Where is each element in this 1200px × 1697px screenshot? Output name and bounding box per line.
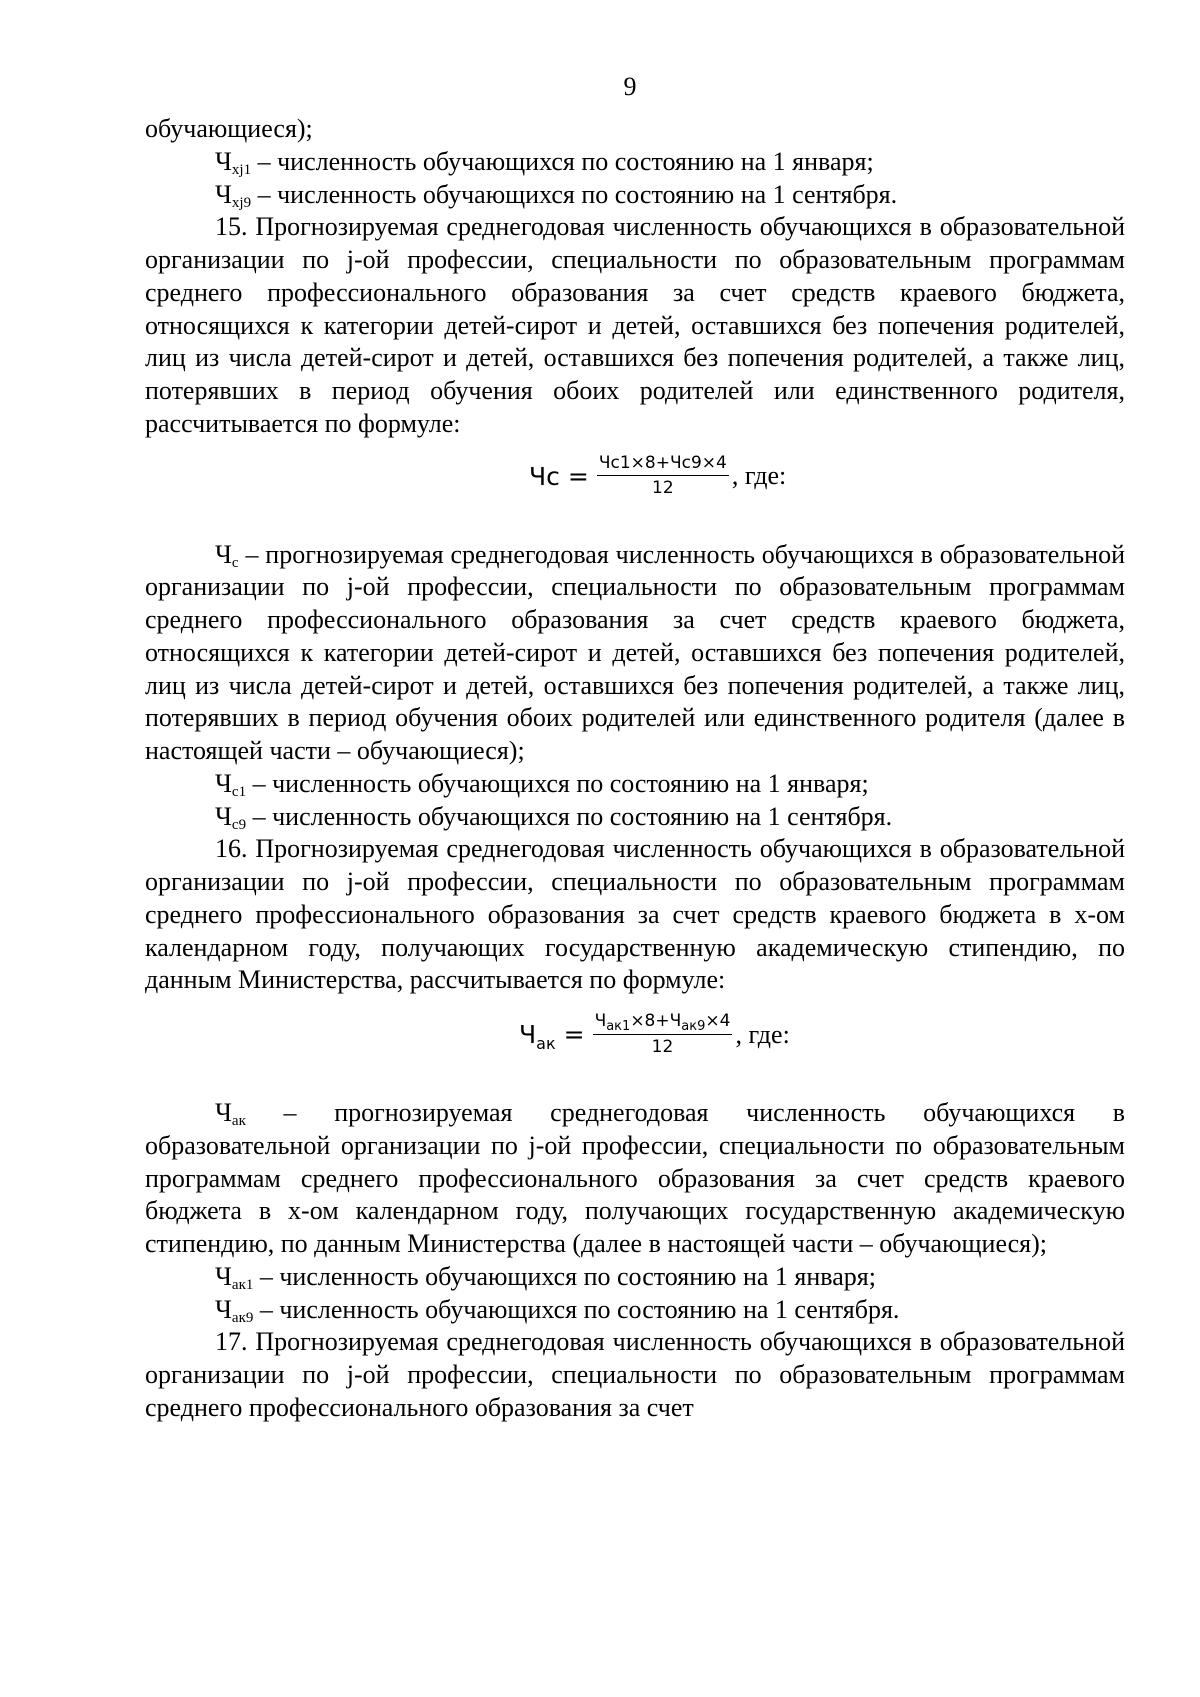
formula-2-term-a-subscript: ак1 (606, 1019, 631, 1034)
paragraph-continuation: обучающиеся); (145, 114, 313, 143)
formula-1-equals: = (567, 461, 589, 491)
definition-c (145, 539, 1125, 768)
page-number: 9 (623, 72, 637, 101)
formula-block-2 (145, 997, 1125, 1097)
definition-text: – прогнозируемая среднегодовая численность обучающихся в образовательной организации по j-ой профессии, специальности по образовательным программам среднего профессионального образования за счет средств краевого бюджета в х-ом календарном году, получающих государственную академическую стипендию, по данным Министерства (далее в настоящей части – обучающиеся); (145, 1098, 1125, 1258)
paragraph-17: 17. Прогнозируемая среднегодовая численность обучающихся в образовательной организации по j-ой профессии, специальности по образовательным программам среднего профессионального образования за счет (145, 1327, 1125, 1422)
symbol-ch: Ч (215, 539, 232, 569)
formula-1-lhs: Чс (529, 461, 560, 491)
formula-2-fraction (593, 1013, 733, 1057)
definition-text: – численность обучающихся по состоянию на 1 января; (252, 768, 869, 798)
symbol-subscript: ак9 (231, 1309, 254, 1326)
symbol-ch: Ч (215, 768, 232, 798)
symbol-subscript: ак (231, 1113, 246, 1129)
definition-text: – прогнозируемая среднегодовая численность обучающихся в образовательной организации по j-ой профессии, специальности по образовательным программам среднего профессионального образования за счет средств краевого бюджета, относящихся к категории детей-сирот и детей, оставшихся без попечения родителей, лиц из числа детей-сирот и детей, оставшихся без попечения родителей, а также лиц, потерявших в период обучения обоих родителей или единственного родителя (далее в настоящей части – обучающиеся); (145, 539, 1125, 765)
definition-c9 (145, 801, 1125, 834)
definition-ak (145, 1097, 1125, 1261)
symbol-ch: Ч (215, 179, 232, 209)
formula-1-numerator: Чс1×8+Чс9×4 (597, 455, 729, 477)
formula-2-term-b: Ч (669, 1011, 682, 1031)
formula-2-operator: ×8+ (630, 1011, 670, 1031)
symbol-ch: Ч (215, 801, 232, 831)
definition-c1 (145, 768, 1125, 801)
formula-2-denominator: 12 (651, 1036, 674, 1057)
formula-2-term-b-subscript: ак9 (681, 1019, 706, 1034)
definition-ak1 (145, 1261, 1125, 1294)
definition-xj1 (145, 146, 1125, 179)
formula-block-1 (145, 441, 1125, 539)
paragraph-15: 15. Прогнозируемая среднегодовая численность обучающихся в образовательной организации по j-ой профессии, специальности по образовательным программам среднего профессионального образования за счет средств краевого бюджета, относящихся к категории детей-сирот и детей, оставшихся без попечения родителей, лиц из числа детей-сирот и детей, оставшихся без попечения родителей, а также лиц, потерявших в период обучения обоих родителей или единственного родителя, рассчитывается по формуле: (145, 212, 1125, 438)
definition-text: – численность обучающихся по состоянию на 1 сентября. (257, 179, 898, 209)
symbol-subscript: с1 (231, 783, 247, 800)
formula-2-lhs (519, 1020, 556, 1054)
symbol-ch: Ч (215, 146, 232, 176)
definition-xj9 (145, 179, 1125, 212)
formula-1 (529, 452, 787, 499)
formula-2-equals: = (563, 1020, 585, 1050)
formula-2-term-a: Ч (594, 1011, 607, 1031)
formula-1-denominator: 12 (652, 478, 674, 499)
definition-text: – численность обучающихся по состоянию на 1 января; (257, 146, 874, 176)
definition-text: – численность обучающихся по состоянию на 1 января; (259, 1261, 876, 1291)
formula-2-numerator (593, 1013, 733, 1035)
symbol-subscript: ак1 (231, 1276, 254, 1293)
symbol-subscript: xj9 (231, 194, 252, 211)
symbol-ch: Ч (215, 1098, 232, 1127)
definition-text: – численность обучающихся по состоянию на 1 сентября. (259, 1294, 900, 1324)
formula-2-lhs-subscript: ак (536, 1034, 556, 1054)
formula-2-where: , где: (735, 1019, 790, 1049)
definition-ak9 (145, 1294, 1125, 1327)
formula-1-fraction (597, 452, 729, 499)
formula-2 (519, 1013, 790, 1057)
symbol-subscript: xj1 (231, 161, 252, 178)
symbol-ch: Ч (215, 1294, 232, 1324)
document-body (145, 113, 1125, 1425)
formula-2-lhs-base: Ч (519, 1020, 537, 1050)
formula-1-where: , где: (731, 461, 787, 491)
symbol-ch: Ч (215, 1261, 232, 1291)
definition-text: – численность обучающихся по состоянию на 1 сентября. (252, 801, 893, 831)
paragraph-16: 16. Прогнозируемая среднегодовая численность обучающихся в образовательной организации по j-ой профессии, специальности по образовательным программам среднего профессионального образования за счет средств краевого бюджета в х-ом календарном году, получающих государственную академическую стипендию, по данным Министерства, рассчитывается по формуле: (145, 834, 1125, 995)
formula-2-operator-end: ×4 (705, 1011, 731, 1031)
symbol-subscript: с (231, 554, 239, 571)
symbol-subscript: с9 (231, 816, 247, 833)
